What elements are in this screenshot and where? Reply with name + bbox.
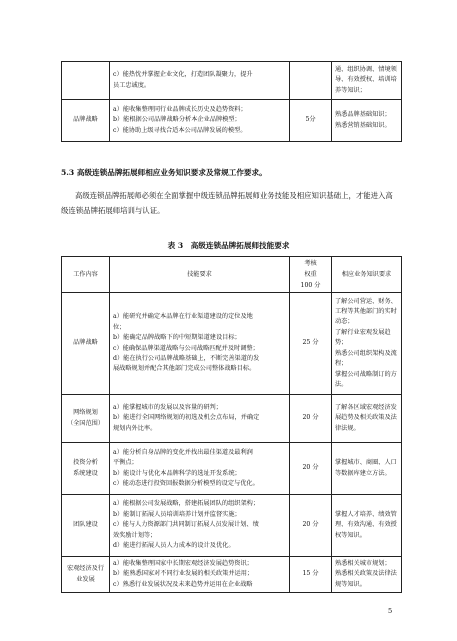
skill-line: c）能热忱并掌握企业文化，打造团队凝聚力，提升 [113,71,253,79]
skill-line: c）能确保品牌渠道战略与公司战略匹配并及时调整； [113,344,259,352]
knowledge-line: 展趋势及相关政策及法 [335,414,397,422]
knowledge-line: 势； [335,339,348,347]
knowledge-cell [332,443,402,495]
table-row [62,100,402,142]
table-row [62,495,402,557]
weight-cell: 20 分 [290,495,332,557]
function-cell [62,443,110,495]
skill-line: a）能收集整理国家中长期宏观经济发展趋势资讯； [113,559,253,567]
skill-line: 位； [113,323,126,331]
knowledge-line: 导、有效授权、培训培 [335,76,397,84]
weight-cell: 5分 [290,100,332,142]
page-number: 5 [388,607,393,615]
section-heading: 5.3 高级连锁品牌拓展师相应业务知识要求及常规工作要求。 [61,168,267,177]
weight-cell: 20 分 [290,443,332,495]
function-line: （全国范围） [66,419,105,427]
knowledge-line: 熟悉相关政策及法律法 [335,570,397,578]
weight-cell: 15 分 [290,557,332,593]
skills-cell [110,100,290,142]
knowledge-line: 了解行业宏观发展趋 [335,328,391,336]
skill-line: c）能协助上级寻找合适本公司品牌发展的模型。 [113,126,247,134]
knowledge-cell [332,557,402,593]
function-line: 网络规划 [73,409,98,417]
skill-line: c）能与人力资源部门共同制订拓展人员发展计划、绩 [113,521,259,529]
weight-cell: 25 分 [290,293,332,395]
top-skill-table [61,61,402,142]
knowledge-cell [332,495,402,557]
knowledge-line: 熟悉营销基础知识。 [335,121,391,129]
function-line: 团队建设 [73,521,98,529]
table-row [62,62,402,100]
knowledge-line: 掌握人才培养、绩效管 [335,510,397,518]
paragraph-line: 高级连锁品牌拓展师必须在全面掌握中级连锁品牌拓展师业务技能及相应知识基础上，才能进入高 [75,191,393,200]
skills-cell [110,62,290,100]
skill-line: b）能进行全国网络规划的初选及机会点布局，并确定 [113,414,260,422]
skill-line: d）能在执行公司品牌战略基础上，不断完善渠道的发 [113,354,260,362]
knowledge-line: 掌握公司战略制订的方 [335,370,397,378]
skill-line: 规划内外比率。 [113,424,157,432]
function-line: 系统建设 [73,469,98,477]
skills-cell [110,557,290,593]
knowledge-cell [332,293,402,395]
function-line: 品牌战略 [73,339,98,347]
table-row [62,557,402,593]
skill-line: 平衡点； [113,459,138,467]
skill-line: b）能熟悉国家对不同行业发展的相关政策并运用； [113,570,254,578]
header-weight-line: 权重 [304,271,317,278]
header-weight-line: 100 分 [300,282,321,289]
knowledge-line: 通、组织协调、情境领 [335,65,397,73]
skills-cell [110,395,290,443]
skill-line: a）能掌握城市的发展以及容量的研判； [113,403,222,411]
skills-cell [110,495,290,557]
skills-cell [110,293,290,395]
knowledge-line: 熟悉公司组织架构及流 [335,349,397,357]
knowledge-cell [332,395,402,443]
skill-line: c）熟悉行业发展状况及未来趋势并运用在企业战略 [113,580,253,588]
skill-line: 员工忠诚度。 [113,81,151,89]
table-row [62,395,402,443]
table-row [62,443,402,495]
function-line: 投资分析 [73,459,98,467]
knowledge-line: 养等知识； [335,86,366,94]
knowledge-line: 等数据库建立方法。 [335,469,391,477]
skill-line: a）能分析自身品牌的变化并找出最佳渠道及最利润 [113,448,253,456]
knowledge-line: 理、有效沟通、有效授 [335,521,397,529]
function-cell: 品牌战略 [62,100,110,142]
knowledge-line: 法。 [335,380,348,388]
function-cell [62,293,110,395]
table-row [62,293,402,395]
knowledge-line: 了解各区域宏观经济发 [335,403,397,411]
header-weight [290,257,332,293]
knowledge-line: 熟悉相关城市规划； [335,559,391,567]
function-cell [62,495,110,557]
skill-line: b）能确定品牌战略下的中短期渠道建设目标； [113,334,241,342]
header-skills: 技能要求 [110,257,290,293]
knowledge-line: 律法规。 [335,424,360,432]
skill-line: b）能根据公司品牌战略分析本企业品牌模型； [113,116,241,124]
skill-line: 效奖励计划等； [113,531,157,539]
skills-cell [110,443,290,495]
skill-line: c）能动态进行投资回报数据分析模型的设定与优化。 [113,479,259,487]
function-line: 宏观经济及行 [66,565,105,573]
function-line: 业发展 [76,575,95,583]
skill-line: b）能设计与优化本品牌科学的选址开发系统； [113,469,241,477]
knowledge-line: 权等知识。 [335,531,366,539]
skill-line: b）能制订拓展人员培训培养计划并监督实施； [113,510,241,518]
skill-line: a）能收集整理同行业品牌成长历史及趋势资料； [113,105,247,113]
skill-requirements-table [61,256,402,593]
section-paragraph [61,188,404,218]
skill-line: d）能进行拓展人员人力成本的设计及优化。 [113,542,235,550]
knowledge-line: 程； [335,360,348,368]
table-header-row [62,257,402,293]
table-caption: 表 3 高级连锁品牌拓展师技能要求 [167,241,290,250]
knowledge-line: 掌握城市、商圈、人口 [335,459,397,467]
knowledge-line: 规等知识。 [335,580,366,588]
knowledge-line: 工程等其他部门的实时 [335,308,397,316]
header-knowledge: 相应业务知识要求 [332,257,402,293]
weight-cell [290,62,332,100]
function-cell [62,395,110,443]
function-cell [62,62,110,100]
function-cell [62,557,110,593]
knowledge-line: 了解公司营运、财务、 [335,297,397,305]
skill-line: a）能研究并确定本品牌在行业渠道建设的定位及地 [113,313,253,321]
header-function: 工作内容 [62,257,110,293]
knowledge-line: 熟悉品牌基础知识； [335,111,391,119]
skill-line: a）能根据公司发展战略，搭建拓展团队的组织架构； [113,500,260,508]
knowledge-line: 动态； [335,318,354,326]
paragraph-line: 级连锁品牌拓展师培训与认证。 [61,206,165,215]
header-weight-line: 考核 [304,260,317,267]
knowledge-cell [332,100,402,142]
skill-line: 展战略规划并配合其他部门完成公司整体战略目标。 [113,365,256,373]
knowledge-cell [332,62,402,100]
weight-cell: 20 分 [290,395,332,443]
